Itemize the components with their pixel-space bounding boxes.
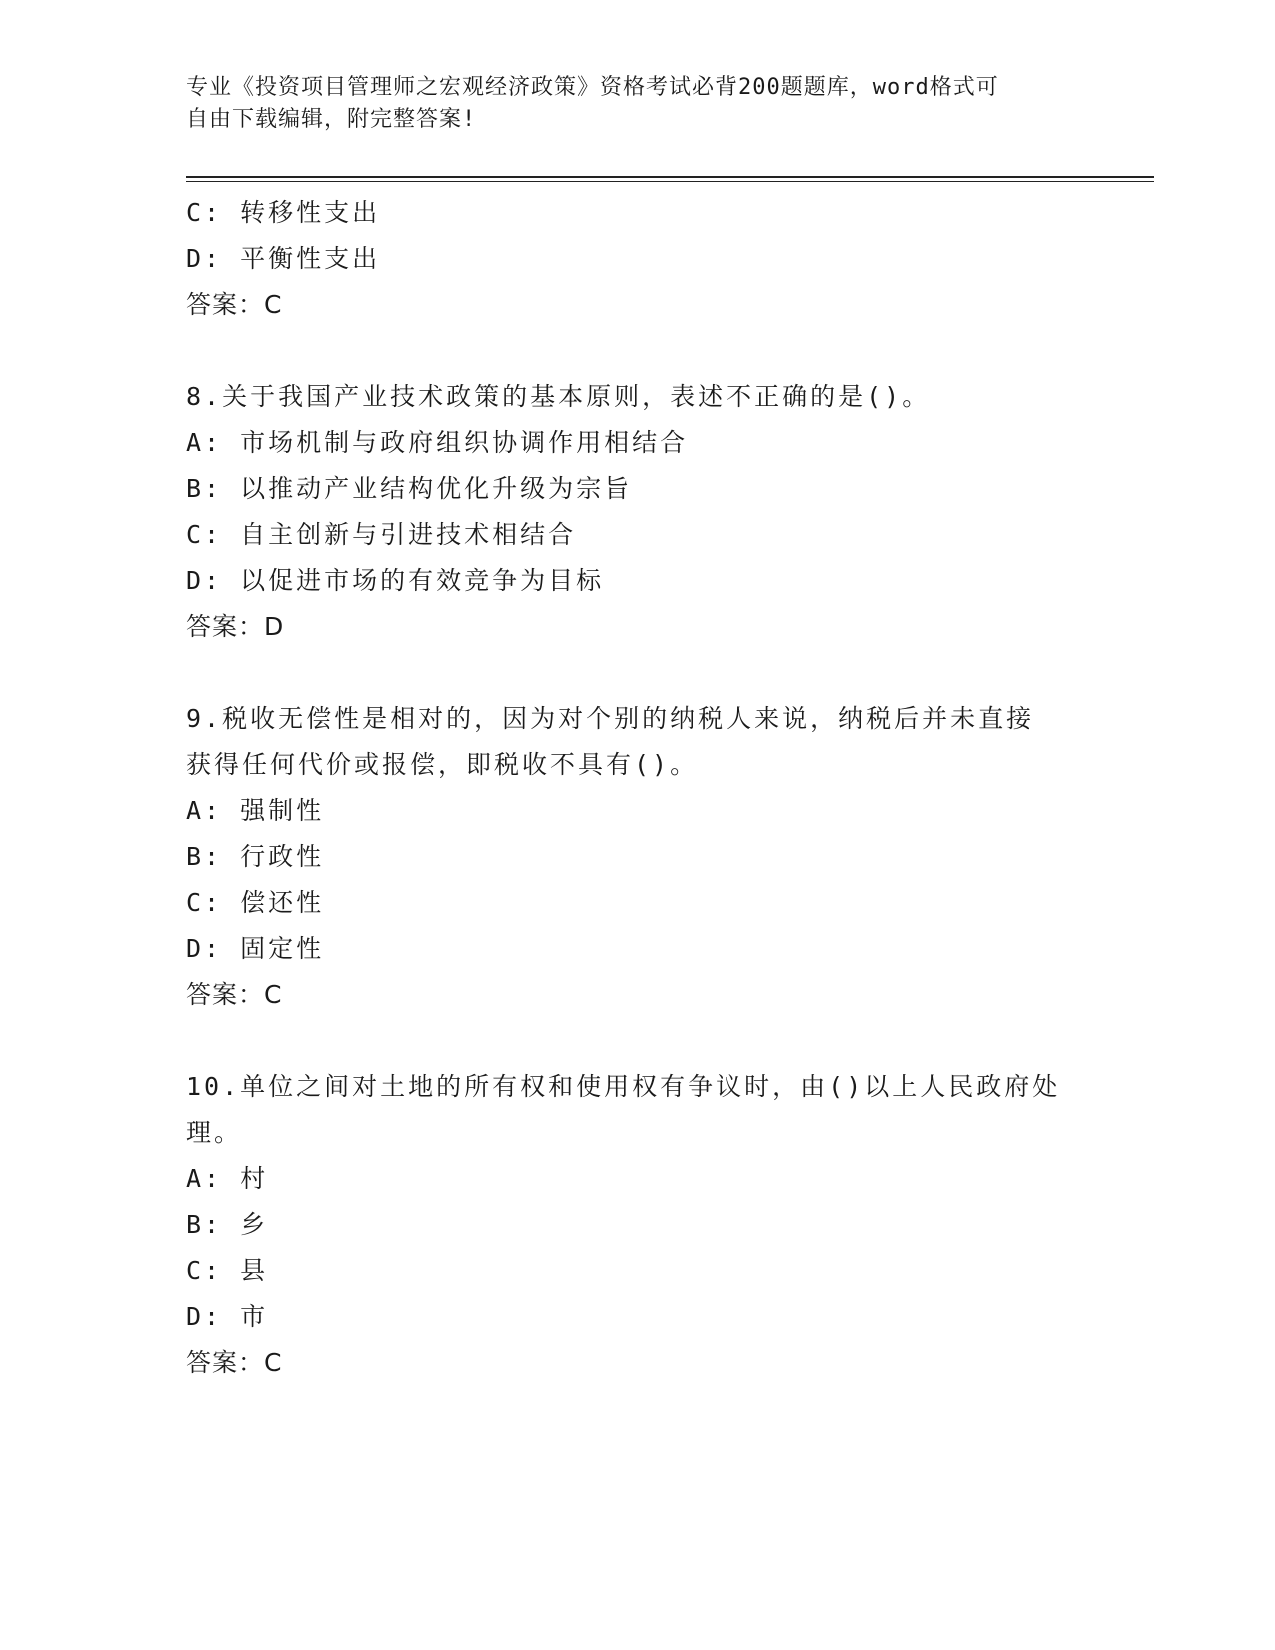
option-c: C: 转移性支出 [186,198,381,227]
option-b: B: 以推动产业结构优化升级为宗旨 [186,474,633,503]
option-d: D: 以促进市场的有效竞争为目标 [186,566,605,595]
answer-line: 答案：C [186,1348,283,1377]
option-a: A: 市场机制与政府组织协调作用相结合 [186,428,689,457]
question-text-line-1: 10.单位之间对土地的所有权和使用权有争议时，由()以上人民政府处 [186,1072,1061,1101]
question-text-line-2: 获得任何代价或报偿，即税收不具有()。 [186,750,699,779]
answer-line: 答案：C [186,290,283,319]
question-8 [186,374,1066,650]
question-7-continuation [186,190,1066,328]
option-c: C: 偿还性 [186,888,325,917]
option-a: A: 村 [186,1164,269,1193]
option-a: A: 强制性 [186,796,325,825]
option-d: D: 固定性 [186,934,325,963]
question-text: 8.关于我国产业技术政策的基本原则，表述不正确的是()。 [186,382,931,411]
option-c: C: 自主创新与引进技术相结合 [186,520,577,549]
option-b: B: 行政性 [186,842,325,871]
option-d: D: 平衡性支出 [186,244,381,273]
question-9 [186,696,1066,1018]
page-header [186,72,1066,136]
document-body [186,190,1066,1386]
option-c: C: 县 [186,1256,269,1285]
header-title-line-2: 自由下载编辑，附完整答案! [186,107,477,132]
question-text-line-1: 9.税收无偿性是相对的，因为对个别的纳税人来说，纳税后并未直接 [186,704,1035,733]
spacer [186,650,1066,696]
answer-line: 答案：D [186,612,285,641]
option-d: D: 市 [186,1302,269,1331]
question-text-line-2: 理。 [186,1118,243,1147]
header-title-line-1: 专业《投资项目管理师之宏观经济政策》资格考试必背200题题库，word格式可 [186,75,999,100]
spacer [186,328,1066,374]
header-divider [186,176,1154,182]
answer-line: 答案：C [186,980,283,1009]
spacer [186,1018,1066,1064]
option-b: B: 乡 [186,1210,269,1239]
question-10 [186,1064,1066,1386]
